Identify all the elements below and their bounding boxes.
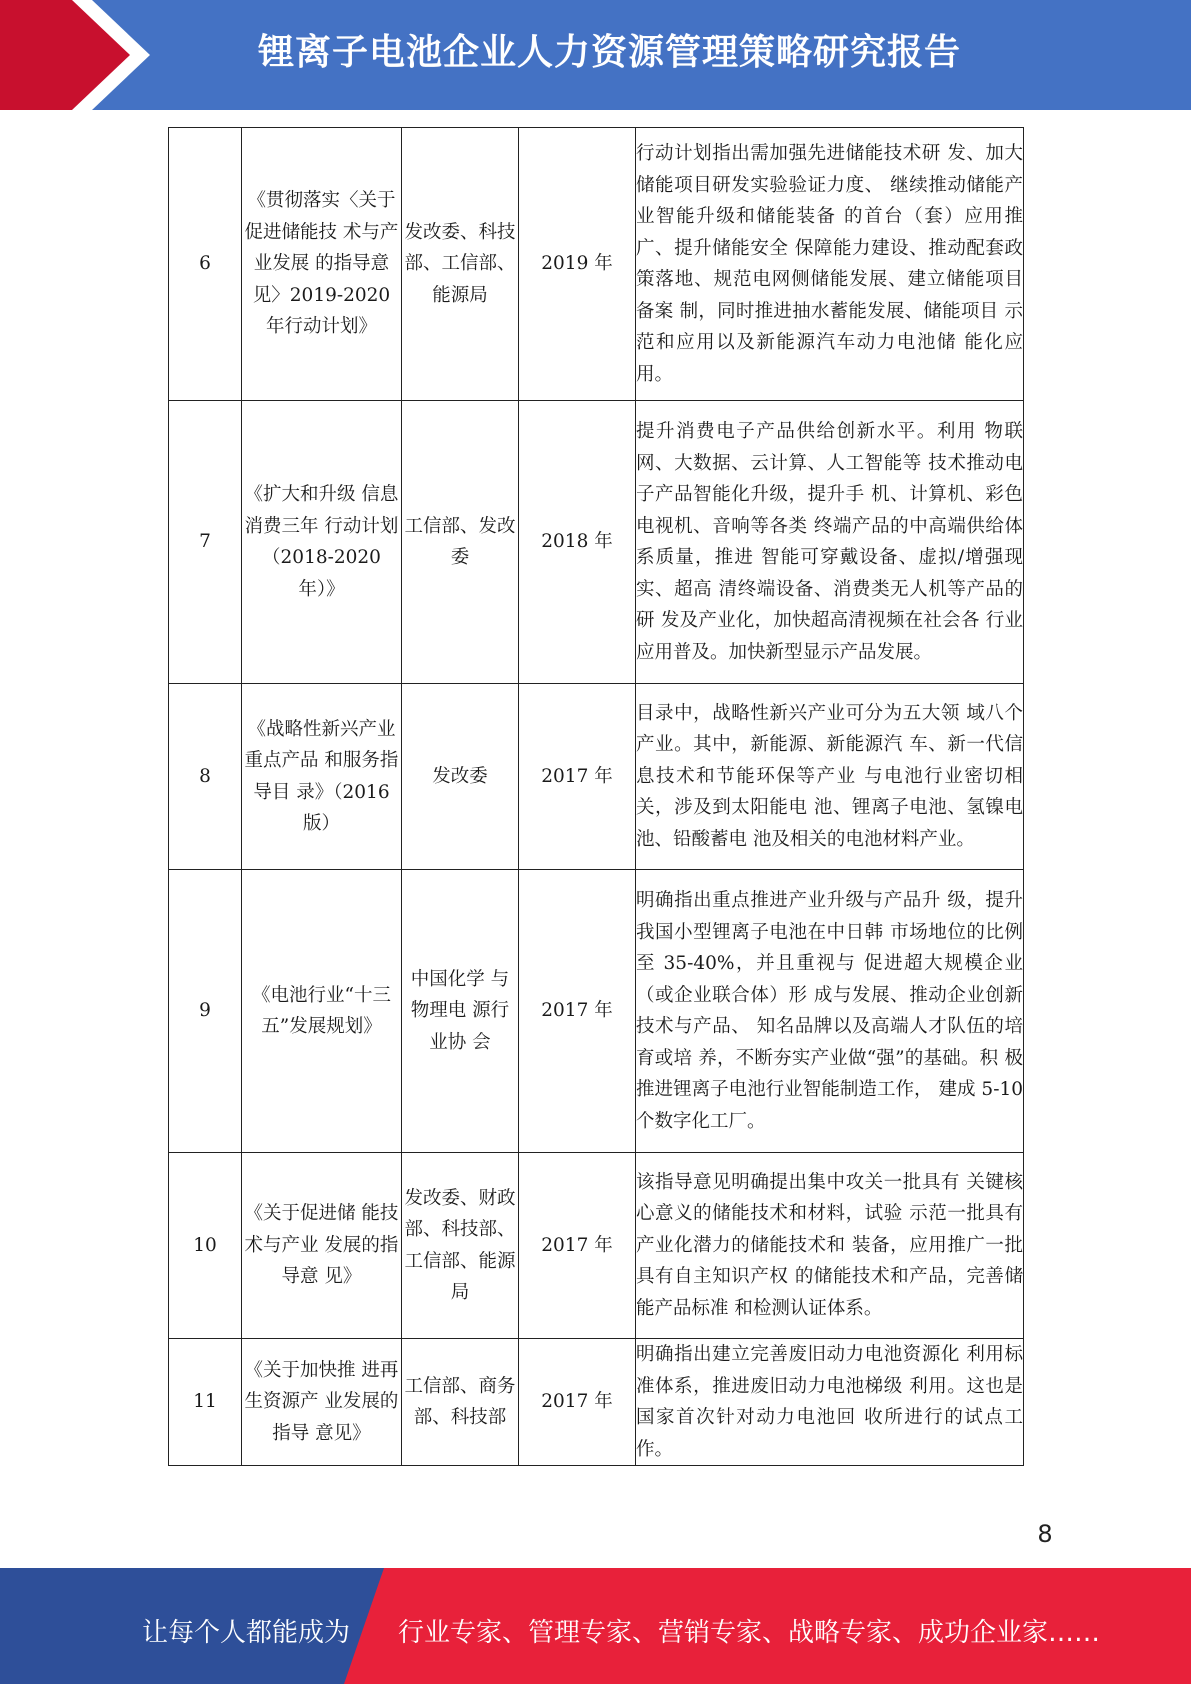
issuing-department: 发改委、科技部、工信部、能源局 (402, 128, 519, 401)
footer-slogan-left: 让每个人都能成为 (142, 1618, 351, 1648)
policy-content: 提升消费电子产品供给创新水平。利用 物联网、大数据、云计算、人工智能等 技术推动电子产品智能化升级，提升手 机、计算机、彩色电视机、音响等各类 终端产品的中高端供给体系质量，推进 智能可穿戴设备、虚拟/增强现实、超高 清终端设备、消费类无人机等产品的研 发及产业化，加快超高清视频在社会各 行业应用普及。加快新型显示产品发展。 (636, 401, 1024, 684)
issue-year: 2019 年 (519, 128, 636, 401)
issuing-department: 工信部、商务部、科技部 (402, 1339, 519, 1466)
page-number: 8 (1037, 1520, 1053, 1548)
table-row (169, 1153, 1024, 1339)
policy-content: 明确指出建立完善废旧动力电池资源化 利用标准体系，推进废旧动力电池梯级 利用。这也是国家首次针对动力电池回 收所进行的试点工作。 (636, 1339, 1024, 1466)
policy-title: 《贯彻落实〈关于促进储能技 术与产业发展 的指导意见〉2019-2020 年行动计划》 (242, 128, 402, 401)
issue-year: 2018 年 (519, 401, 636, 684)
row-number: 8 (169, 684, 242, 870)
policy-title: 《电池行业“十三五”发展规划》 (242, 870, 402, 1153)
row-number: 7 (169, 401, 242, 684)
footer-slogan-right: 行业专家、管理专家、营销专家、战略专家、成功企业家…… (398, 1618, 1101, 1648)
table-row (169, 1339, 1024, 1466)
policy-content: 明确指出重点推进产业升级与产品升 级，提升我国小型锂离子电池在中日韩 市场地位的比例至 35-40%，并且重视与 促进超大规模企业（或企业联合体）形 成与发展、推动企业创新技术与产品、 知名品牌以及高端人才队伍的培育或培 养，不断夯实产业做“强”的基础。积 极推进锂离子电池行业智能制造工作， 建成 5-10 个数字化工厂。 (636, 870, 1024, 1153)
policy-content: 该指导意见明确提出集中攻关一批具有 关键核心意义的储能技术和材料，试验 示范一批具有产业化潜力的储能技术和 装备，应用推广一批具有自主知识产权 的储能技术和产品，完善储能产品标准 和检测认证体系。 (636, 1153, 1024, 1339)
issuing-department: 发改委 (402, 684, 519, 870)
policy-content: 目录中，战略性新兴产业可分为五大领 域八个产业。其中，新能源、新能源汽 车、新一代信息技术和节能环保等产业 与电池行业密切相关，涉及到太阳能电 池、锂离子电池、氢镍电池、铅酸蓄电 池及相关的电池材料产业。 (636, 684, 1024, 870)
header-title: 锂离子电池企业人力资源管理策略研究报告 (258, 32, 962, 73)
issue-year: 2017 年 (519, 1153, 636, 1339)
table-row (169, 401, 1024, 684)
table-row (169, 870, 1024, 1153)
page-header (0, 0, 1191, 110)
row-number: 11 (169, 1339, 242, 1466)
page-footer (0, 1568, 1191, 1684)
policy-table (168, 127, 1024, 1466)
issuing-department: 中国化学 与物理电 源行业协 会 (402, 870, 519, 1153)
issuing-department: 工信部、发改委 (402, 401, 519, 684)
issue-year: 2017 年 (519, 684, 636, 870)
policy-title: 《扩大和升级 信息消费三年 行动计划（2018-2020 年）》 (242, 401, 402, 684)
issue-year: 2017 年 (519, 1339, 636, 1466)
header-chevron-icon (0, 0, 160, 110)
policy-title: 《关于加快推 进再生资源产 业发展的指导 意见》 (242, 1339, 402, 1466)
policy-content: 行动计划指出需加强先进储能技术研 发、加大储能项目研发实验验证力度、 继续推动储能产业智能升级和储能装备 的首台（套）应用推广、提升储能安全 保障能力建设、推动配套政策落地、规范电网侧储能发展、建立储能项目备案 制，同时推进抽水蓄能发展、储能项目 示范和应用以及新能源汽车动力电池储 能化应用。 (636, 128, 1024, 401)
issuing-department: 发改委、财政部、科技部、工信部、能源局 (402, 1153, 519, 1339)
policy-title: 《关于促进储 能技术与产业 发展的指导意 见》 (242, 1153, 402, 1339)
table-row (169, 128, 1024, 401)
table-row (169, 684, 1024, 870)
row-number: 10 (169, 1153, 242, 1339)
issue-year: 2017 年 (519, 870, 636, 1153)
policy-title: 《战略性新兴产业重点产品 和服务指导目 录》（2016 版） (242, 684, 402, 870)
row-number: 9 (169, 870, 242, 1153)
row-number: 6 (169, 128, 242, 401)
